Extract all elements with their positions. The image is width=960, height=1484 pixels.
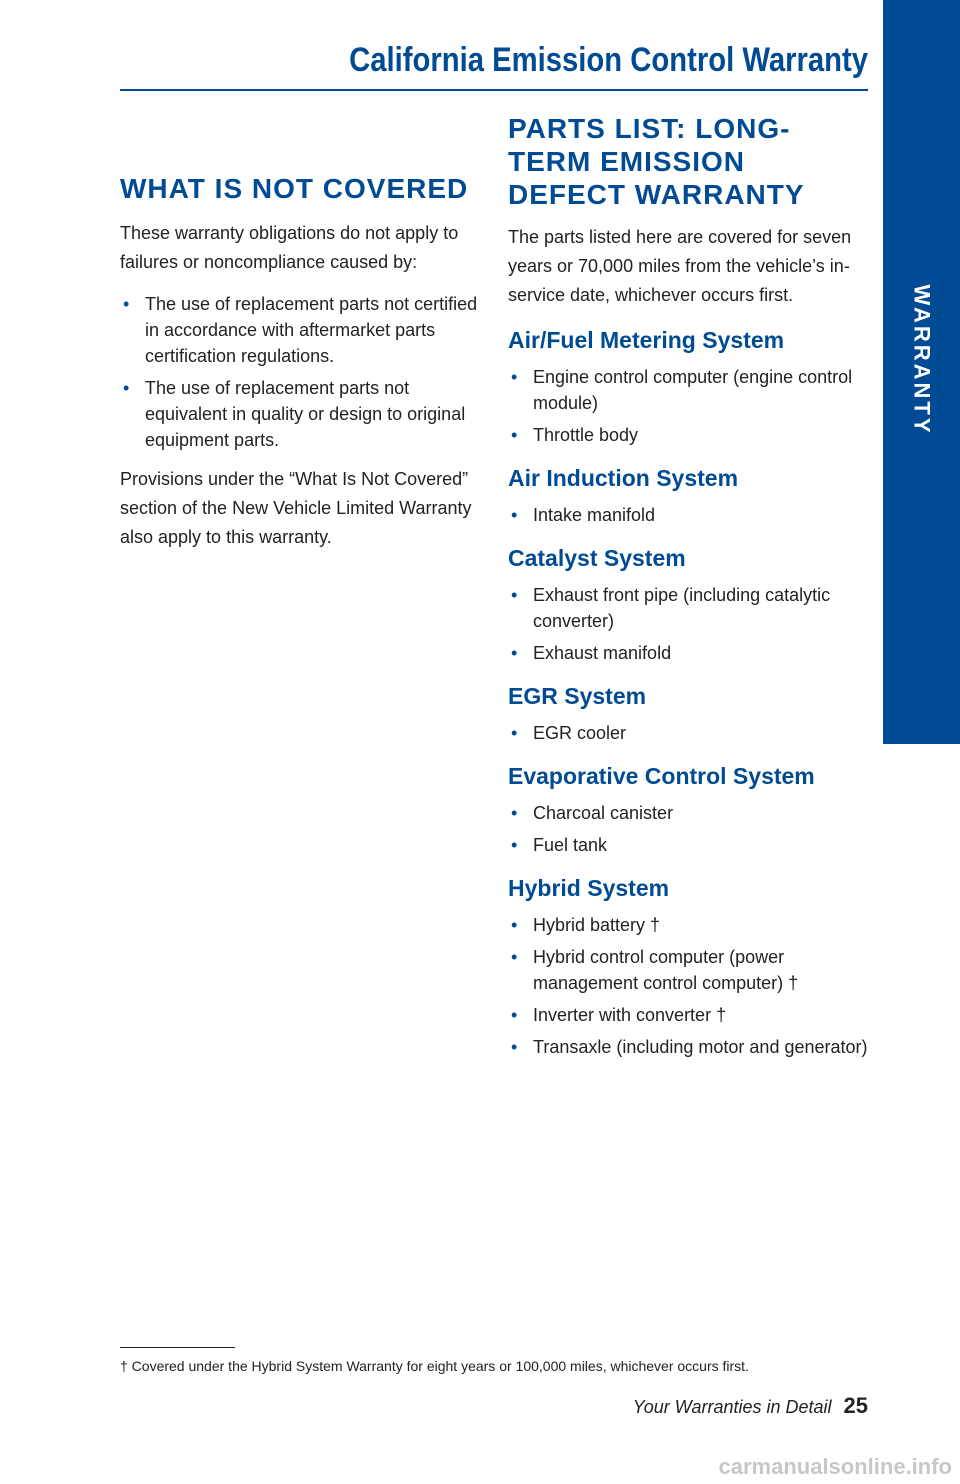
bullet-icon: • <box>511 425 518 445</box>
right-column <box>508 112 870 1066</box>
watermark: carmanualsonline.info <box>718 1454 952 1479</box>
bullet-icon: • <box>511 643 518 663</box>
list-item: • Exhaust front pipe (including catalytic converter) <box>508 582 870 634</box>
list-item: • Inverter with converter † <box>508 1002 870 1028</box>
list-item: • The use of replacement parts not certified in accordance with aftermarket parts certification regulations. <box>120 291 480 369</box>
page-title: California Emission Control Warranty <box>349 41 868 79</box>
list-item: • Hybrid battery † <box>508 912 870 938</box>
bullet-icon: • <box>511 803 518 823</box>
bullet-icon: • <box>511 723 518 743</box>
parts-list <box>508 720 870 746</box>
parts-list <box>508 364 870 448</box>
section-title: Catalyst System <box>508 545 686 571</box>
section-side-tab <box>883 0 960 744</box>
title-divider <box>120 89 868 91</box>
section-title: Evaporative Control System <box>508 763 815 789</box>
bullet-icon: • <box>123 294 130 314</box>
not-covered-heading: WHAT IS NOT COVERED <box>120 173 469 204</box>
parts-list-intro: The parts listed here are covered for seven years or 70,000 miles from the vehicle’s in-service date, whichever occurs first. <box>508 227 852 305</box>
footnote: † Covered under the Hybrid System Warranty for eight years or 100,000 miles, whichever occurs first. <box>120 1358 749 1374</box>
parts-list <box>508 800 870 858</box>
bullet-icon: • <box>511 1037 518 1057</box>
bullet-icon: • <box>511 1005 518 1025</box>
bullet-icon: • <box>511 505 518 525</box>
section-title: Hybrid System <box>508 875 670 901</box>
bullet-icon: • <box>511 947 518 967</box>
provisions-text: Provisions under the “What Is Not Covered” section of the New Vehicle Limited Warranty also apply to this warranty. <box>120 469 472 547</box>
list-item: • Fuel tank <box>508 832 870 858</box>
section-title: EGR System <box>508 683 647 709</box>
bullet-icon: • <box>511 915 518 935</box>
list-item: • Transaxle (including motor and generator) <box>508 1034 870 1060</box>
list-item: • EGR cooler <box>508 720 870 746</box>
page-number: 25 <box>843 1393 868 1418</box>
footnote-divider <box>120 1347 235 1348</box>
parts-list <box>508 912 870 1060</box>
bullet-icon: • <box>511 367 518 387</box>
section-title: Air Induction System <box>508 465 739 491</box>
not-covered-list <box>120 291 480 453</box>
bullet-icon: • <box>511 585 518 605</box>
section-title: Air/Fuel Metering System <box>508 327 785 353</box>
list-item: • Throttle body <box>508 422 870 448</box>
bullet-icon: • <box>123 378 130 398</box>
parts-list <box>508 502 870 528</box>
list-item: • Charcoal canister <box>508 800 870 826</box>
page-footer <box>633 1393 868 1419</box>
bullet-icon: • <box>511 835 518 855</box>
list-item: • Hybrid control computer (power management control computer) † <box>508 944 870 996</box>
left-column <box>120 172 480 552</box>
not-covered-intro: These warranty obligations do not apply to failures or noncompliance caused by: <box>120 223 459 272</box>
list-item: • Intake manifold <box>508 502 870 528</box>
parts-list <box>508 582 870 666</box>
parts-list-heading: PARTS LIST: LONG-TERM EMISSION DEFECT WARRANTY <box>508 113 805 210</box>
side-tab-label: WARRANTY <box>909 284 935 436</box>
list-item: • Exhaust manifold <box>508 640 870 666</box>
list-item: • The use of replacement parts not equivalent in quality or design to original equipment parts. <box>120 375 480 453</box>
list-item: • Engine control computer (engine control module) <box>508 364 870 416</box>
footer-text: Your Warranties in Detail <box>632 1397 832 1417</box>
